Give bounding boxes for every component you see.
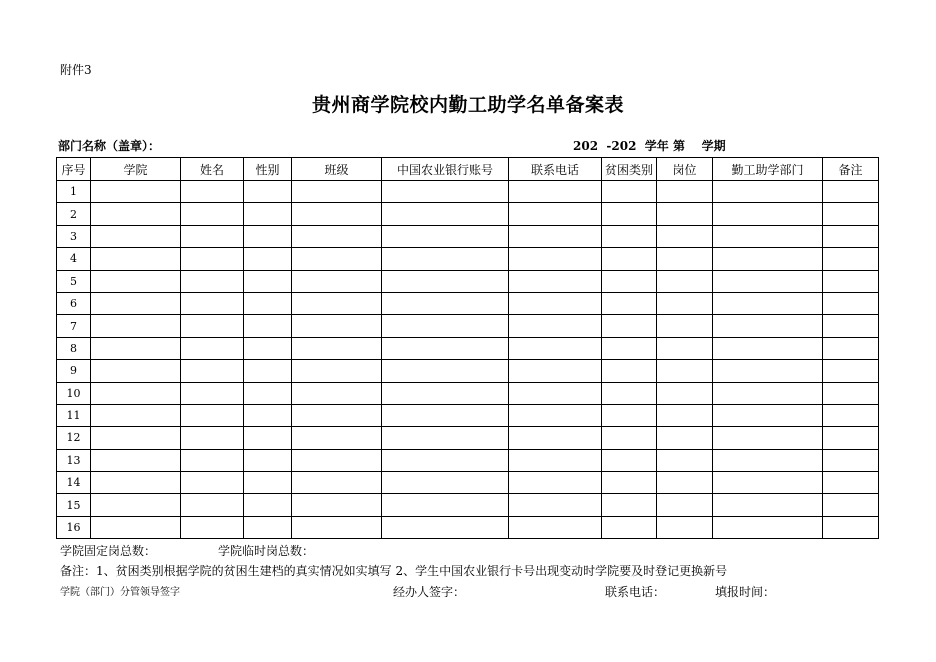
- table-cell[interactable]: [509, 449, 602, 471]
- table-cell[interactable]: [657, 225, 713, 247]
- table-cell[interactable]: [244, 360, 292, 382]
- table-row: [57, 382, 879, 404]
- table-cell[interactable]: [292, 472, 382, 494]
- table-cell[interactable]: [602, 181, 657, 203]
- table-cell[interactable]: [382, 360, 509, 382]
- handler-signature-label: 经办人签字：: [393, 585, 466, 599]
- table-cell[interactable]: [244, 292, 292, 314]
- table-row: [57, 337, 879, 359]
- table-cell[interactable]: [91, 225, 181, 247]
- table-cell[interactable]: [292, 203, 382, 225]
- table-cell[interactable]: [382, 472, 509, 494]
- table-cell[interactable]: [382, 315, 509, 337]
- table-cell[interactable]: [91, 337, 181, 359]
- table-cell[interactable]: [292, 427, 382, 449]
- table-cell[interactable]: [602, 472, 657, 494]
- table-cell[interactable]: [181, 472, 244, 494]
- table-cell[interactable]: [657, 248, 713, 270]
- table-cell[interactable]: [713, 427, 823, 449]
- table-cell[interactable]: [602, 292, 657, 314]
- table-cell[interactable]: [713, 315, 823, 337]
- table-cell[interactable]: [244, 248, 292, 270]
- table-cell[interactable]: [382, 404, 509, 426]
- department-label: 部门名称（盖章）：: [58, 139, 161, 153]
- table-cell[interactable]: [292, 337, 382, 359]
- table-cell[interactable]: [244, 225, 292, 247]
- row-number: 3: [57, 225, 91, 247]
- row-number: 4: [57, 248, 91, 270]
- table-cell[interactable]: [91, 404, 181, 426]
- table-cell[interactable]: [509, 203, 602, 225]
- table-cell[interactable]: [382, 203, 509, 225]
- table-cell[interactable]: [244, 315, 292, 337]
- table-cell[interactable]: [91, 203, 181, 225]
- table-cell[interactable]: [292, 225, 382, 247]
- row-number: 15: [57, 494, 91, 516]
- table-cell[interactable]: [91, 181, 181, 203]
- row-number: 12: [57, 427, 91, 449]
- table-cell[interactable]: [509, 248, 602, 270]
- col-header-department: 勤工助学部门: [713, 158, 823, 181]
- table-cell[interactable]: [244, 270, 292, 292]
- col-header-class: 班级: [292, 158, 382, 181]
- table-cell[interactable]: [181, 382, 244, 404]
- table-cell[interactable]: [713, 404, 823, 426]
- row-number: 5: [57, 270, 91, 292]
- table-cell[interactable]: [91, 472, 181, 494]
- header-row: [57, 158, 879, 181]
- table-cell[interactable]: [91, 360, 181, 382]
- table-row: [57, 203, 879, 225]
- fixed-posts-label: 学院固定岗总数：: [60, 544, 157, 558]
- table-cell[interactable]: [382, 270, 509, 292]
- attachment-label: 附件3: [60, 63, 92, 77]
- table-cell[interactable]: [91, 382, 181, 404]
- table-cell[interactable]: [713, 270, 823, 292]
- table-row: [57, 404, 879, 426]
- table-row: [57, 292, 879, 314]
- table-row: [57, 516, 879, 538]
- leader-signature-label: 学院（部门）分管领导签字: [60, 587, 180, 598]
- table-cell[interactable]: [657, 382, 713, 404]
- table-cell[interactable]: [244, 427, 292, 449]
- table-cell[interactable]: [181, 494, 244, 516]
- table-cell[interactable]: [823, 181, 879, 203]
- table-cell[interactable]: [713, 225, 823, 247]
- table-cell[interactable]: [382, 225, 509, 247]
- row-number: 10: [57, 382, 91, 404]
- table-cell[interactable]: [382, 382, 509, 404]
- table-cell[interactable]: [657, 337, 713, 359]
- table-cell[interactable]: [244, 494, 292, 516]
- table-cell[interactable]: [509, 494, 602, 516]
- table-cell[interactable]: [823, 248, 879, 270]
- roster-table: [56, 157, 879, 539]
- table-cell[interactable]: [713, 449, 823, 471]
- table-cell[interactable]: [713, 203, 823, 225]
- table-cell[interactable]: [602, 494, 657, 516]
- table-cell[interactable]: [509, 404, 602, 426]
- table-row: [57, 449, 879, 471]
- row-number: 9: [57, 360, 91, 382]
- table-cell[interactable]: [713, 248, 823, 270]
- table-cell[interactable]: [292, 181, 382, 203]
- table-cell[interactable]: [823, 270, 879, 292]
- table-cell[interactable]: [292, 292, 382, 314]
- row-number: 1: [57, 181, 91, 203]
- row-number: 7: [57, 315, 91, 337]
- table-row: [57, 472, 879, 494]
- table-cell[interactable]: [657, 360, 713, 382]
- table-cell[interactable]: [713, 382, 823, 404]
- table-cell[interactable]: [292, 360, 382, 382]
- table-cell[interactable]: [244, 181, 292, 203]
- table-cell[interactable]: [91, 427, 181, 449]
- table-cell[interactable]: [823, 292, 879, 314]
- table-cell[interactable]: [509, 292, 602, 314]
- table-cell[interactable]: [509, 225, 602, 247]
- table-row: [57, 248, 879, 270]
- table-cell[interactable]: [91, 449, 181, 471]
- table-cell[interactable]: [181, 337, 244, 359]
- table-row: [57, 315, 879, 337]
- table-cell[interactable]: [292, 494, 382, 516]
- table-cell[interactable]: [602, 203, 657, 225]
- table-row: [57, 427, 879, 449]
- row-number: 13: [57, 449, 91, 471]
- table-cell[interactable]: [713, 516, 823, 538]
- table-cell[interactable]: [382, 181, 509, 203]
- table-cell[interactable]: [292, 404, 382, 426]
- row-number: 6: [57, 292, 91, 314]
- table-cell[interactable]: [292, 248, 382, 270]
- table-cell[interactable]: [244, 404, 292, 426]
- table-cell[interactable]: [382, 292, 509, 314]
- table-cell[interactable]: [509, 382, 602, 404]
- table-cell[interactable]: [713, 472, 823, 494]
- table-cell[interactable]: [509, 360, 602, 382]
- table-cell[interactable]: [181, 248, 244, 270]
- table-cell[interactable]: [823, 494, 879, 516]
- table-cell[interactable]: [602, 315, 657, 337]
- table-cell[interactable]: [602, 449, 657, 471]
- table-cell[interactable]: [181, 181, 244, 203]
- temp-posts-label: 学院临时岗总数：: [218, 544, 315, 558]
- table-cell[interactable]: [181, 203, 244, 225]
- table-cell[interactable]: [657, 427, 713, 449]
- table-cell[interactable]: [244, 337, 292, 359]
- table-cell[interactable]: [292, 270, 382, 292]
- table-cell[interactable]: [823, 225, 879, 247]
- table-cell[interactable]: [382, 449, 509, 471]
- table-cell[interactable]: [244, 472, 292, 494]
- table-cell[interactable]: [657, 494, 713, 516]
- table-row: [57, 360, 879, 382]
- table-cell[interactable]: [602, 360, 657, 382]
- table-cell[interactable]: [823, 203, 879, 225]
- table-cell[interactable]: [292, 382, 382, 404]
- table-cell[interactable]: [657, 449, 713, 471]
- table-cell[interactable]: [823, 360, 879, 382]
- table-cell[interactable]: [509, 472, 602, 494]
- table-cell[interactable]: [602, 337, 657, 359]
- row-number: 11: [57, 404, 91, 426]
- table-cell[interactable]: [181, 315, 244, 337]
- table-cell[interactable]: [823, 427, 879, 449]
- table-cell[interactable]: [509, 181, 602, 203]
- table-cell[interactable]: [91, 516, 181, 538]
- table-cell[interactable]: [91, 292, 181, 314]
- table-cell[interactable]: [244, 449, 292, 471]
- col-header-seq: 序号: [57, 158, 91, 181]
- table-row: [57, 181, 879, 203]
- table-cell[interactable]: [823, 449, 879, 471]
- table-row: [57, 494, 879, 516]
- table-cell[interactable]: [713, 292, 823, 314]
- table-cell[interactable]: [823, 382, 879, 404]
- table-cell[interactable]: [823, 404, 879, 426]
- table-cell[interactable]: [823, 516, 879, 538]
- table-cell[interactable]: [823, 315, 879, 337]
- table-cell[interactable]: [602, 248, 657, 270]
- table-cell[interactable]: [657, 292, 713, 314]
- table-cell[interactable]: [823, 472, 879, 494]
- table-cell[interactable]: [657, 181, 713, 203]
- table-cell[interactable]: [91, 270, 181, 292]
- table-cell[interactable]: [602, 225, 657, 247]
- table-cell[interactable]: [181, 516, 244, 538]
- table-cell[interactable]: [509, 270, 602, 292]
- col-header-post: 岗位: [657, 158, 713, 181]
- table-cell[interactable]: [602, 270, 657, 292]
- table-cell[interactable]: [657, 404, 713, 426]
- table-cell[interactable]: [509, 315, 602, 337]
- table-cell[interactable]: [657, 472, 713, 494]
- col-header-gender: 性别: [244, 158, 292, 181]
- table-cell[interactable]: [91, 315, 181, 337]
- table-cell[interactable]: [713, 181, 823, 203]
- row-number: 8: [57, 337, 91, 359]
- notes-text: 备注：1、贫困类别根据学院的贫困生建档的真实情况如实填写 2、学生中国农业银行卡号出现变动时学院要及时登记更换新号: [60, 564, 728, 578]
- table-cell[interactable]: [602, 382, 657, 404]
- col-header-college: 学院: [91, 158, 181, 181]
- row-number: 2: [57, 203, 91, 225]
- table-cell[interactable]: [823, 337, 879, 359]
- table-cell[interactable]: [713, 494, 823, 516]
- table-row: [57, 270, 879, 292]
- table-cell[interactable]: [292, 315, 382, 337]
- fill-date-label: 填报时间：: [715, 585, 776, 599]
- table-cell[interactable]: [602, 427, 657, 449]
- table-cell[interactable]: [657, 203, 713, 225]
- table-cell[interactable]: [382, 427, 509, 449]
- table-cell[interactable]: [602, 404, 657, 426]
- table-cell[interactable]: [181, 270, 244, 292]
- table-cell[interactable]: [91, 494, 181, 516]
- table-cell[interactable]: [713, 360, 823, 382]
- col-header-remarks: 备注: [823, 158, 879, 181]
- row-number: 16: [57, 516, 91, 538]
- contact-phone-label: 联系电话：: [605, 585, 666, 599]
- table-cell[interactable]: [181, 427, 244, 449]
- table-cell[interactable]: [292, 449, 382, 471]
- col-header-bank-account: 中国农业银行账号: [382, 158, 509, 181]
- form-title: 贵州商学院校内勤工助学名单备案表: [311, 94, 624, 116]
- table-cell[interactable]: [382, 494, 509, 516]
- table-cell[interactable]: [181, 292, 244, 314]
- table-cell[interactable]: [382, 248, 509, 270]
- table-cell[interactable]: [91, 248, 181, 270]
- table-cell[interactable]: [244, 203, 292, 225]
- table-cell[interactable]: [382, 337, 509, 359]
- col-header-phone: 联系电话: [509, 158, 602, 181]
- table-cell[interactable]: [244, 382, 292, 404]
- col-header-poverty-type: 贫困类别: [602, 158, 657, 181]
- table-cell[interactable]: [244, 516, 292, 538]
- table-cell[interactable]: [509, 427, 602, 449]
- table-cell[interactable]: [713, 337, 823, 359]
- table-cell[interactable]: [292, 516, 382, 538]
- term-label: 202 -202 学年 第 学期: [573, 139, 726, 153]
- table-row: [57, 225, 879, 247]
- table-cell[interactable]: [382, 516, 509, 538]
- table-cell[interactable]: [509, 516, 602, 538]
- row-number: 14: [57, 472, 91, 494]
- table-cell[interactable]: [181, 225, 244, 247]
- col-header-name: 姓名: [181, 158, 244, 181]
- table-cell[interactable]: [509, 337, 602, 359]
- table-cell[interactable]: [181, 449, 244, 471]
- table-cell[interactable]: [181, 404, 244, 426]
- table-cell[interactable]: [657, 315, 713, 337]
- table-cell[interactable]: [657, 516, 713, 538]
- table-cell[interactable]: [602, 516, 657, 538]
- table-cell[interactable]: [657, 270, 713, 292]
- table-cell[interactable]: [181, 360, 244, 382]
